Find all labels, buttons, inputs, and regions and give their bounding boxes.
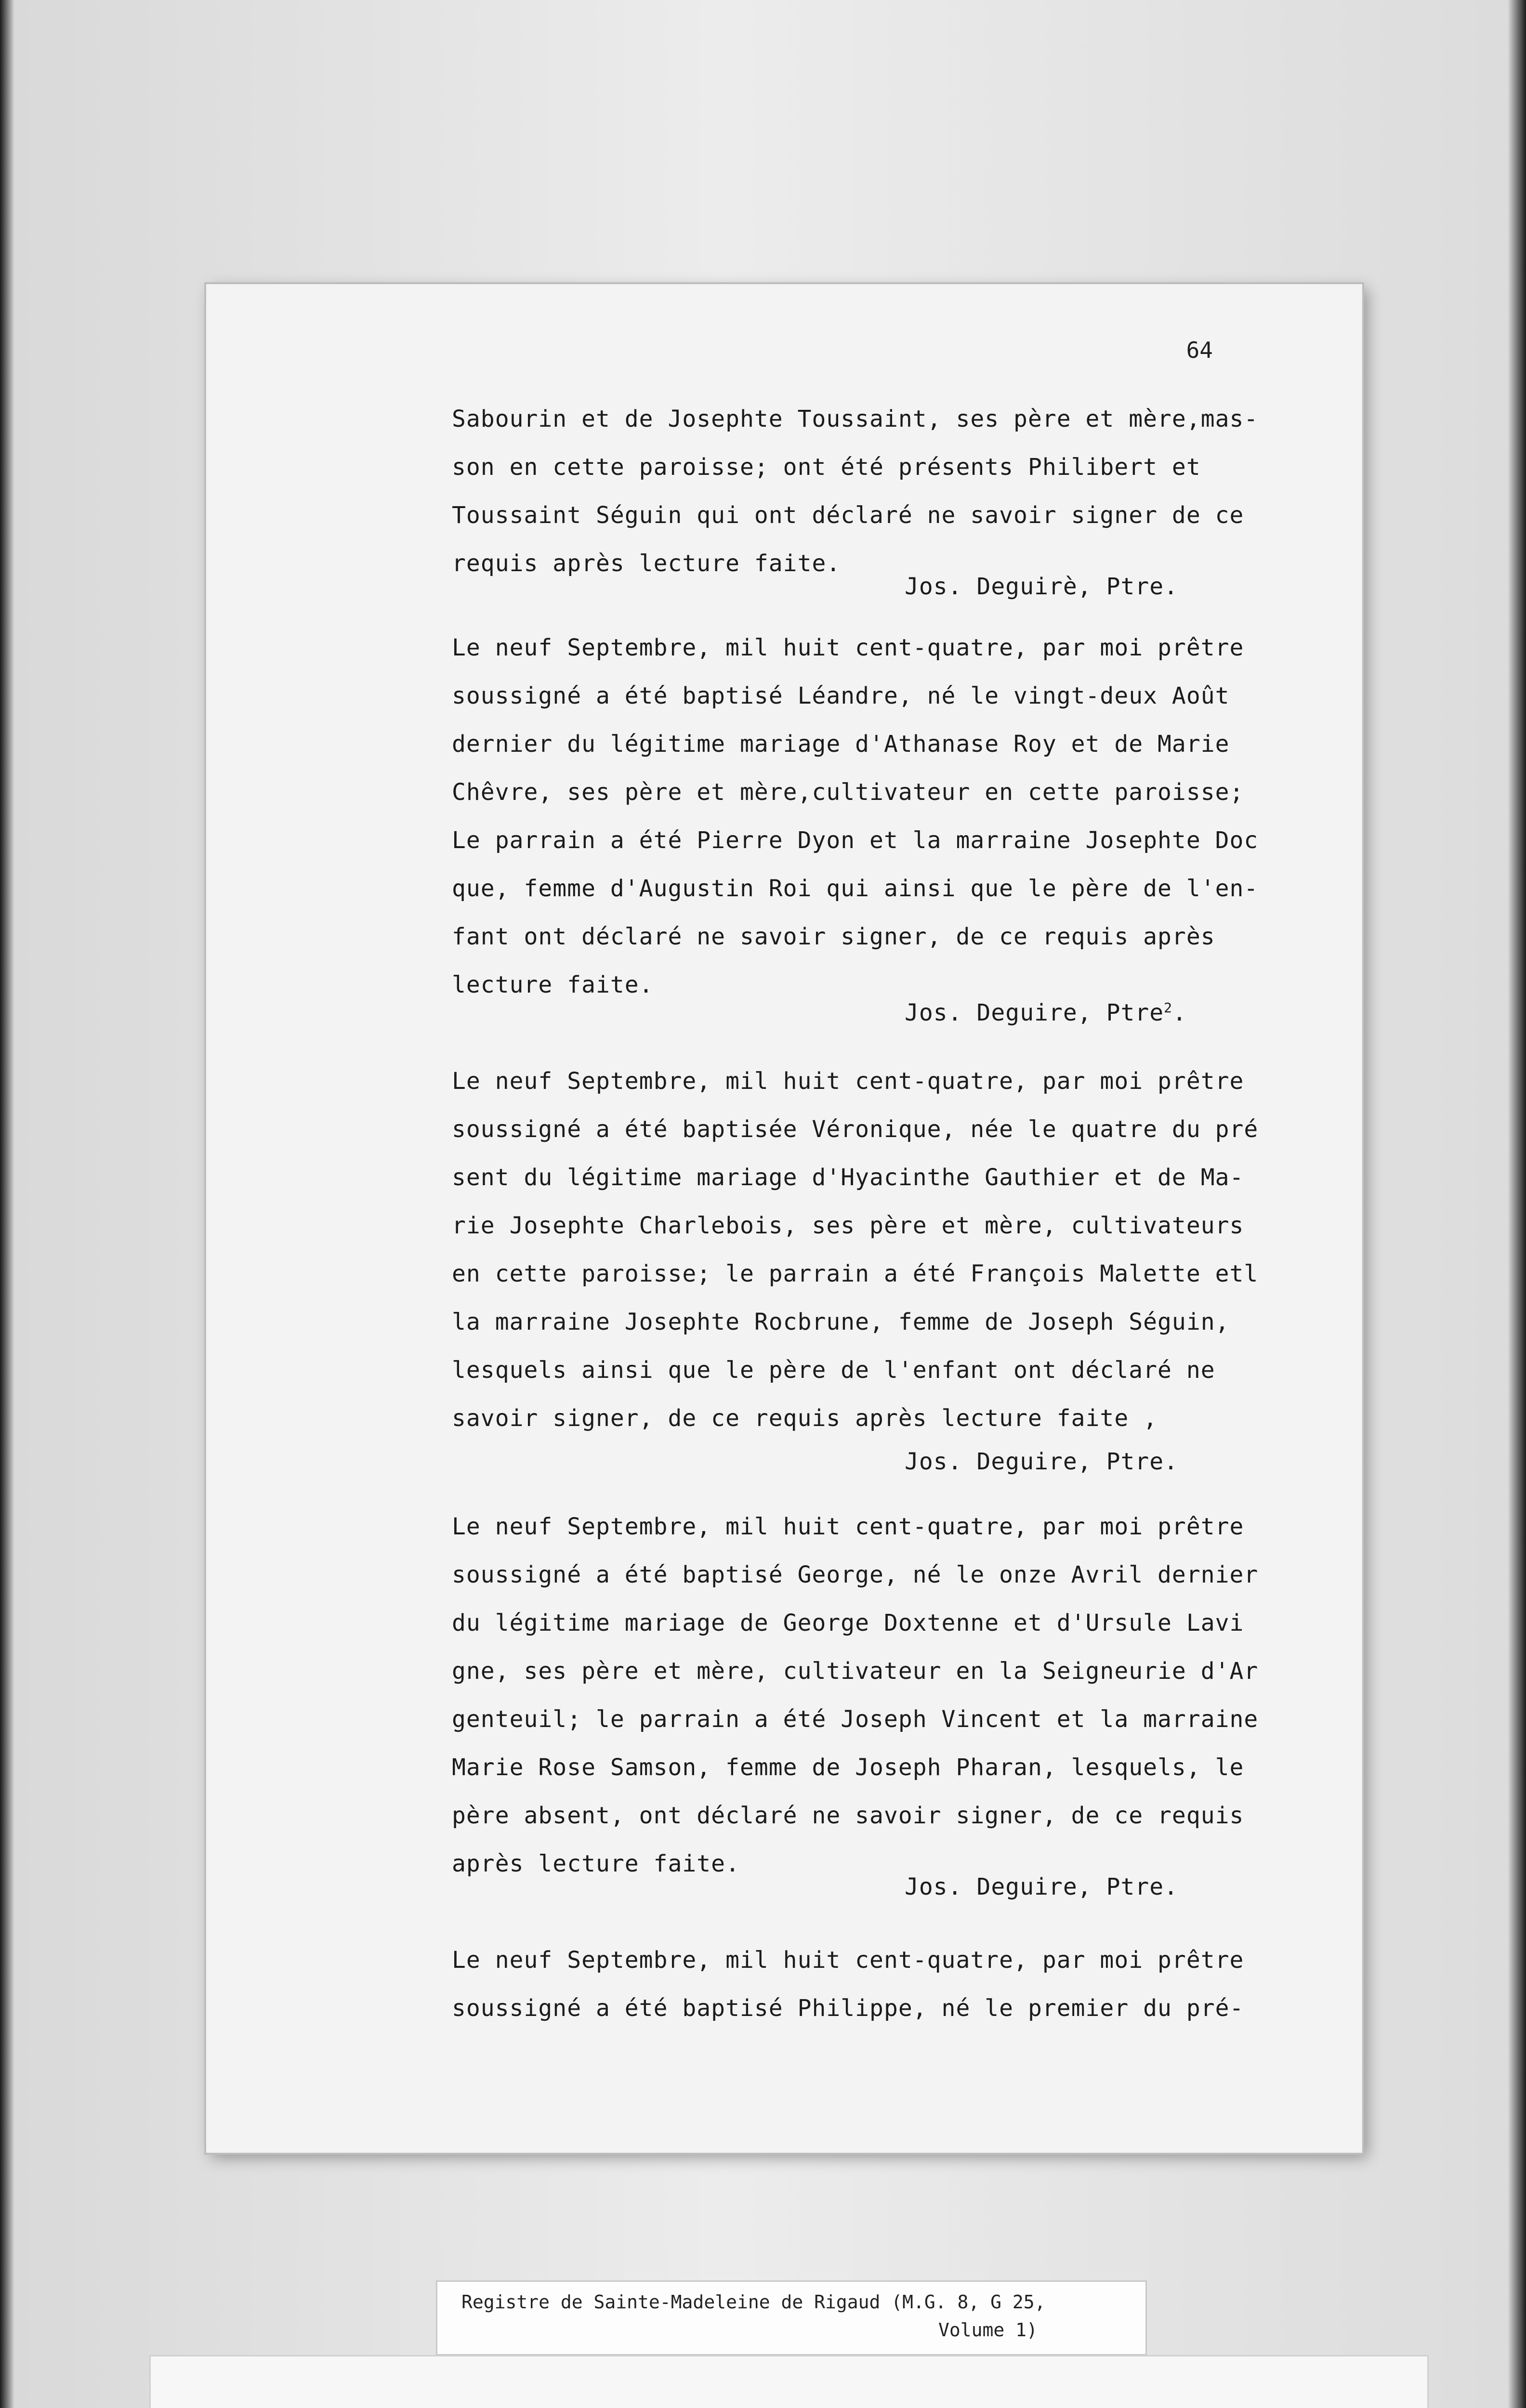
text-line: requis après lecture faite. (452, 550, 841, 577)
signature: Jos. Deguire, Ptre. (905, 1873, 1179, 1900)
text-line: que, femme d'Augustin Roi qui ainsi que le père de l'en- (452, 875, 1259, 902)
label-line: Registre de Sainte-Madeleine de Rigaud (M.G. 8, G 25, (461, 2291, 1046, 2313)
baptism-entry-leandre (452, 624, 1276, 1037)
text-line: son en cette paroisse; ont été présents Philibert et (452, 454, 1201, 481)
text-line: Le neuf Septembre, mil huit cent-quatre, par moi prêtre (452, 634, 1244, 661)
text-line: en cette paroisse; le parrain a été François Malette etl (452, 1260, 1259, 1287)
label-line: Volume 1) (938, 2319, 1038, 2341)
text-line: du légitime mariage de George Doxtenne et d'Ursule Lavi (452, 1610, 1244, 1636)
text-line: soussigné a été baptisé George, né le onze Avril dernier (452, 1561, 1259, 1588)
text-line: genteuil; le parrain a été Joseph Vincent et la marraine (452, 1706, 1259, 1733)
text-line: Le neuf Septembre, mil huit cent-quatre, par moi prêtre (452, 1947, 1244, 1974)
register-page (206, 284, 1362, 2153)
signature: Jos. Deguire, Ptre. (905, 1448, 1179, 1475)
text-line: Toussaint Séguin qui ont déclaré ne savoir signer de ce (452, 502, 1244, 529)
text-line: fant ont déclaré ne savoir signer, de ce requis après (452, 923, 1215, 950)
text-line: la marraine Josephte Rocbrune, femme de Joseph Séguin, (452, 1309, 1230, 1335)
entry-continued (452, 395, 1276, 611)
signature: Jos. Deguire, Ptre$^2$. (905, 999, 1187, 1026)
text-line: rie Josephte Charlebois, ses père et mère, cultivateurs (452, 1212, 1244, 1239)
text-line: père absent, ont déclaré ne savoir signer, de ce requis (452, 1802, 1244, 1829)
text-line: Le neuf Septembre, mil huit cent-quatre, par moi prêtre (452, 1068, 1244, 1095)
text-line: Le neuf Septembre, mil huit cent-quatre, par moi prêtre (452, 1513, 1244, 1540)
text-line: Marie Rose Samson, femme de Joseph Pharan, lesquels, le (452, 1754, 1244, 1781)
text-line: dernier du légitime mariage d'Athanase Roy et de Marie (452, 731, 1230, 758)
text-line: après lecture faite. (452, 1850, 740, 1877)
text-line: soussigné a été baptisée Véronique, née le quatre du pré (452, 1116, 1259, 1143)
text-line: lesquels ainsi que le père de l'enfant ont déclaré ne (452, 1357, 1215, 1384)
signature-text: Jos. Deguire, Ptre (905, 999, 1164, 1026)
signature-superscript: 2 (1164, 1000, 1173, 1016)
text-line: savoir signer, de ce requis après lecture faite , (452, 1405, 1158, 1432)
text-line: lecture faite. (452, 971, 654, 998)
text-line: Chêvre, ses père et mère,cultivateur en cette paroisse; (452, 779, 1244, 806)
baptism-entry-philippe (452, 1936, 1276, 2032)
baptism-entry-george (452, 1503, 1276, 1911)
text-line: Sabourin et de Josephte Toussaint, ses père et mère,mas- (452, 406, 1259, 432)
text-line: Le parrain a été Pierre Dyon et la marraine Josephte Doc (452, 827, 1259, 854)
baptism-entry-veronique (452, 1057, 1276, 1486)
text-line: soussigné a été baptisé Léandre, né le vingt-deux Août (452, 682, 1230, 709)
signature: Jos. Deguirè, Ptre. (905, 573, 1179, 600)
reference-label (436, 2280, 1147, 2356)
page-number: 64 (1186, 337, 1213, 363)
text-line: soussigné a été baptisé Philippe, né le premier du pré- (452, 1995, 1244, 2022)
text-line: sent du légitime mariage d'Hyacinthe Gauthier et de Ma- (452, 1164, 1244, 1191)
archives-stamp (149, 2355, 1429, 2408)
text-line: gne, ses père et mère, cultivateur en la Seigneurie d'Ar (452, 1658, 1259, 1685)
